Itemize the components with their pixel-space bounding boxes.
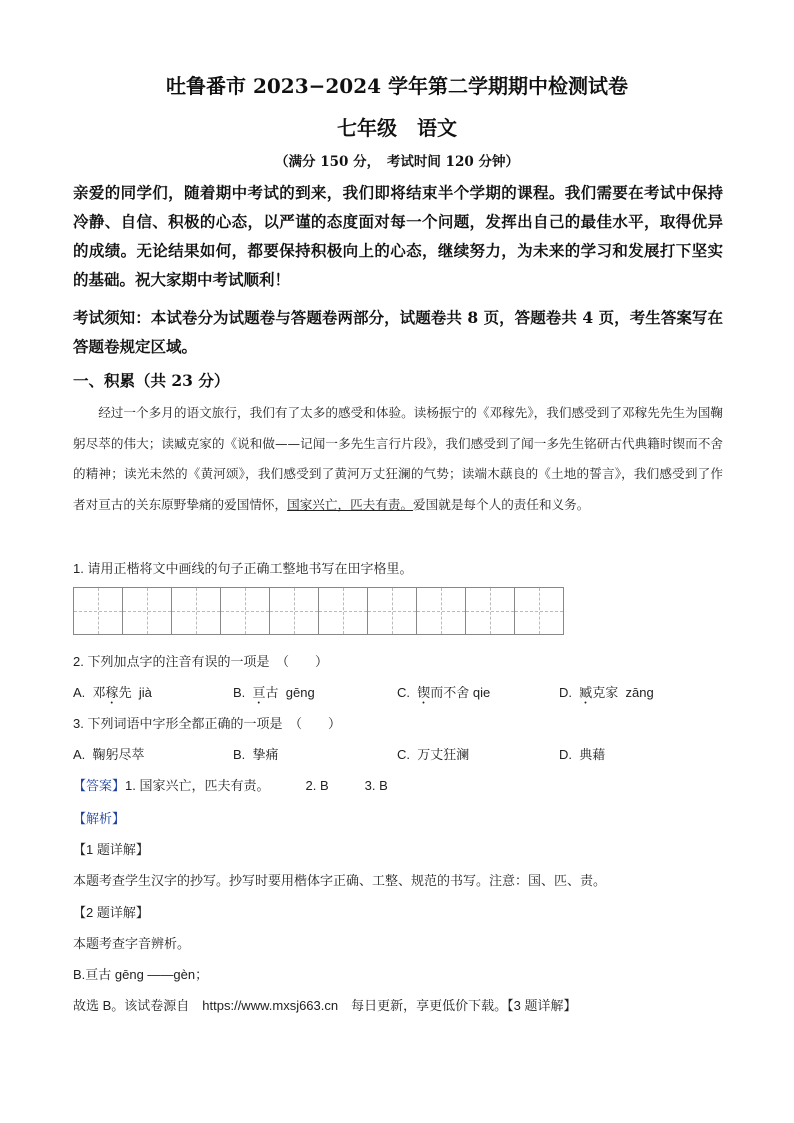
question-1: 1. 请用正楷将文中画线的句子正确工整地书写在田字格里。: [73, 561, 413, 576]
grid-cell[interactable]: [515, 587, 564, 635]
option-pinyin: qie: [472, 685, 491, 700]
dotted-char: 亘: [252, 685, 266, 700]
question-3: 3. 下列词语中字形全都正确的一项是 （ ）: [73, 716, 341, 731]
reading-passage: [73, 398, 723, 520]
option-text: 而不舍: [430, 685, 470, 700]
detail-1-text: 本题考查学生汉字的抄写。抄写时要用楷体字正确、工整、规范的书写。注意：国、匹、责。: [73, 873, 607, 888]
dotted-char: 锲: [417, 685, 431, 700]
exam-notice: 考试须知：本试卷分为试题卷与答题卷两部分，试题卷共 8 页，答题卷共 4 页，考生答案写在答题卷规定区域。: [73, 308, 723, 356]
option-text: 先: [118, 685, 132, 700]
underlined-sentence: 国家兴亡，匹夫有责。: [287, 496, 414, 512]
exam-meta: （满分 150 分， 考试时间 120 分钟）: [275, 154, 519, 170]
passage-main: 经过一个多月的语文旅行，我们有了太多的感受和体验。读杨振宁的《邓稼先》，我们感受到了邓稼先先生为国鞠躬尽萃的伟大；读臧克家的《说和做——记闻一多先生言行片段》，我们感受到了闻一多先生铭研古代典籍时锲而不舍的精神；读光未然的《黄河颂》，我们感受到了黄河万丈狂澜的气势；读端木蕻良的《土地的誓言》，我们感受到了作者对亘古的关东原野挚痛的爱国情怀，: [73, 405, 723, 512]
grid-cell[interactable]: [368, 587, 417, 635]
detail-2-tag: 【2 题详解】: [73, 905, 149, 920]
detail-2-conclusion: [73, 995, 576, 1014]
section-heading: 一、积累（共 23 分）: [73, 371, 230, 390]
grid-cell[interactable]: [172, 587, 221, 635]
detail-2-detail: B.亘古 gēng ——gèn；: [73, 967, 209, 982]
detail-3-tag: 【3 题详解】: [507, 998, 577, 1013]
option-label: A.: [73, 747, 86, 762]
answer-3: 3. B: [364, 778, 388, 793]
answer-2: 2. B: [305, 778, 329, 793]
grid-cell[interactable]: [466, 587, 515, 635]
exam-subtitle: 七年级 语文: [337, 116, 457, 140]
answer-1: 1. 国家兴亡，匹夫有责。: [125, 778, 270, 793]
writing-grid[interactable]: [73, 587, 564, 635]
question-2: 2. 下列加点字的注音有误的一项是 （ ）: [73, 654, 328, 669]
q2-option-c[interactable]: [397, 682, 490, 707]
option-text: 鞠躬尽萃: [92, 747, 145, 762]
option-label: B.: [233, 685, 246, 700]
detail-1-tag: 【1 题详解】: [73, 842, 149, 857]
option-pinyin: gēng: [285, 685, 315, 700]
grid-cell[interactable]: [74, 587, 123, 635]
dotted-char: 臧: [579, 685, 593, 700]
option-text: 克家: [592, 685, 619, 700]
option-label: C.: [397, 747, 410, 762]
q3-option-b[interactable]: [233, 744, 279, 763]
option-label: D.: [559, 685, 572, 700]
q3-option-d[interactable]: [559, 744, 605, 763]
option-label: B.: [233, 747, 246, 762]
q3-option-a[interactable]: [73, 744, 145, 763]
q2-option-d[interactable]: [559, 682, 654, 707]
exam-title: 吐鲁番市 2023−2024 学年第二学期期中检测试卷: [165, 74, 628, 98]
option-text: 邓: [92, 685, 106, 700]
grid-cell[interactable]: [123, 587, 172, 635]
grid-cell[interactable]: [270, 587, 319, 635]
answer-tag: 【答案】: [73, 778, 126, 793]
q3-option-c[interactable]: [397, 744, 469, 763]
option-label: A.: [73, 685, 86, 700]
option-pinyin: jià: [138, 685, 152, 700]
analysis-tag: 【解析】: [73, 811, 126, 826]
option-label: C.: [397, 685, 410, 700]
intro-paragraph: 亲爱的同学们，随着期中考试的到来，我们即将结束半个学期的课程。我们需要在考试中保持冷静、自信、积极的心态，以严谨的态度面对每一个问题，发挥出自己的最佳水平，取得优异的成绩。无论结果如何，都要保持积极向上的心态，继续努力，为未来的学习和发展打下坚实的基础。祝大家期中考试顺利！: [73, 183, 723, 289]
conclusion-text: 故选 B。该试卷源自 https://www.mxsj663.cn 每日更新，享更低价下载。: [73, 998, 508, 1013]
option-text: 古: [265, 685, 279, 700]
dotted-char: 稼: [105, 685, 119, 700]
option-label: D.: [559, 747, 572, 762]
option-text: 挚痛: [252, 747, 279, 762]
option-text: 万丈狂澜: [417, 747, 470, 762]
option-pinyin: zāng: [625, 685, 654, 700]
grid-cell[interactable]: [319, 587, 368, 635]
grid-cell[interactable]: [417, 587, 466, 635]
q2-option-a[interactable]: [73, 682, 152, 707]
q2-option-b[interactable]: [233, 682, 315, 707]
detail-2-text: 本题考查字音辨析。: [73, 936, 191, 951]
grid-cell[interactable]: [221, 587, 270, 635]
answer-line: [73, 775, 388, 794]
option-text: 典藉: [579, 747, 606, 762]
passage-tail: 爱国就是每个人的责任和义务。: [413, 496, 590, 512]
